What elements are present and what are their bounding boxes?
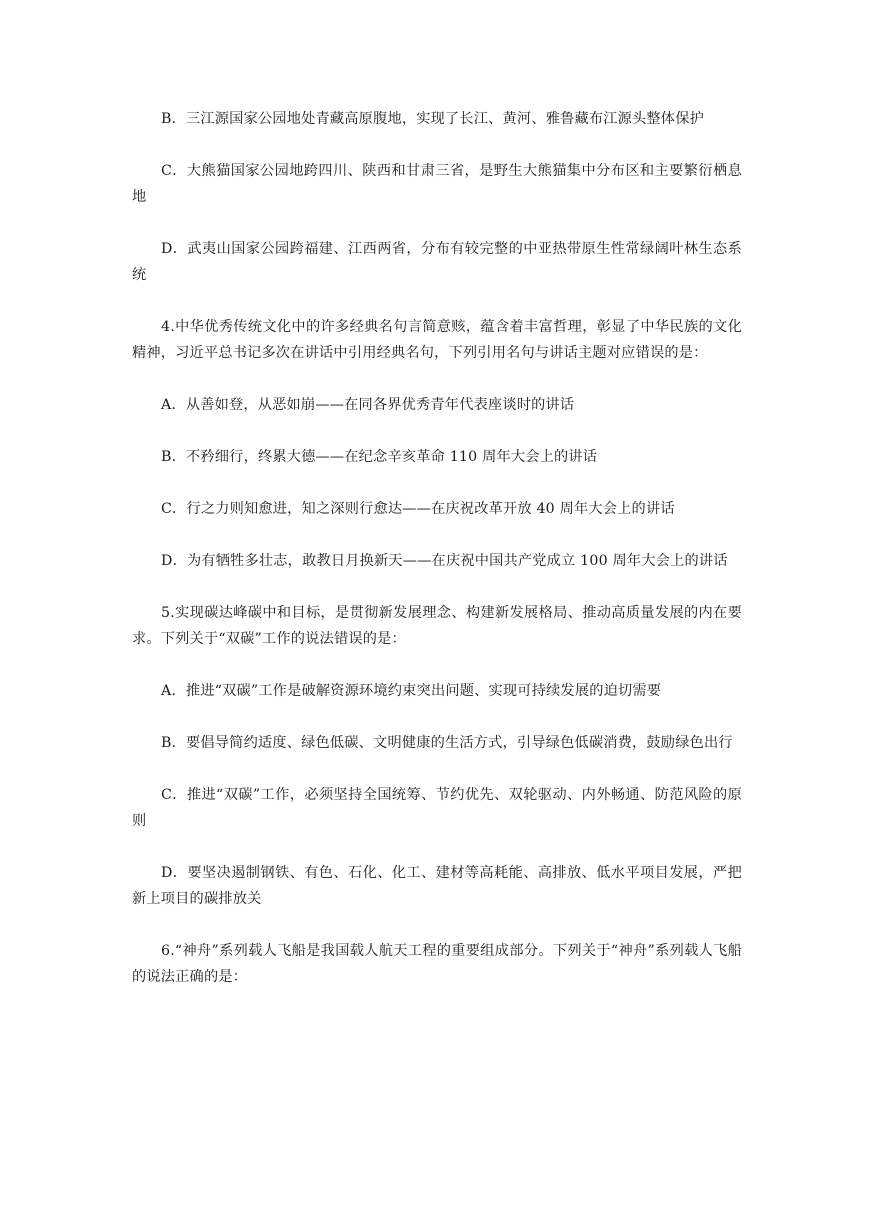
option-5b: B．要倡导简约适度、绿色低碳、文明健康的生活方式，引导绿色低碳消费，鼓励绿色出行 <box>161 735 733 751</box>
option-3b: B．三江源国家公园地处青藏高原腹地，实现了长江、黄河、雅鲁藏布江源头整体保护 <box>161 111 704 127</box>
document-page <box>132 106 742 1016</box>
option-5d: D．要坚决遏制钢铁、有色、石化、化工、建材等高耗能、高排放、低水平项目发展，严把新上项目的碳排放关 <box>132 865 742 907</box>
option-3c: C．大熊猫国家公园地跨四川、陕西和甘肃三省，是野生大熊猫集中分布区和主要繁衍栖息地 <box>132 163 742 205</box>
question-6: 6.“神舟”系列载人飞船是我国载人航天工程的重要组成部分。下列关于“神舟”系列载人飞船的说法正确的是： <box>132 943 742 985</box>
option-5c: C．推进“双碳”工作，必须坚持全国统筹、节约优先、双轮驱动、内外畅通、防范风险的原则 <box>132 787 742 829</box>
option-3d: D．武夷山国家公园跨福建、江西两省，分布有较完整的中亚热带原生性常绿阔叶林生态系统 <box>132 241 742 283</box>
question-4: 4.中华优秀传统文化中的许多经典名句言简意赅，蕴含着丰富哲理，彰显了中华民族的文化精神，习近平总书记多次在讲话中引用经典名句，下列引用名句与讲话主题对应错误的是： <box>132 319 742 361</box>
option-4b: B．不矜细行，终累大德——在纪念辛亥革命 110 周年大会上的讲话 <box>161 449 598 465</box>
option-4d: D．为有牺牲多壮志，敢教日月换新天——在庆祝中国共产党成立 100 周年大会上的讲话 <box>161 553 728 569</box>
option-4c: C．行之力则知愈进，知之深则行愈达——在庆祝改革开放 40 周年大会上的讲话 <box>161 501 675 517</box>
question-5: 5.实现碳达峰碳中和目标，是贯彻新发展理念、构建新发展格局、推动高质量发展的内在要求。下列关于“双碳”工作的说法错误的是： <box>132 605 742 647</box>
option-5a: A．推进“双碳”工作是破解资源环境约束突出问题、实现可持续发展的迫切需要 <box>161 683 662 699</box>
option-4a: A．从善如登，从恶如崩——在同各界优秀青年代表座谈时的讲话 <box>161 397 575 413</box>
